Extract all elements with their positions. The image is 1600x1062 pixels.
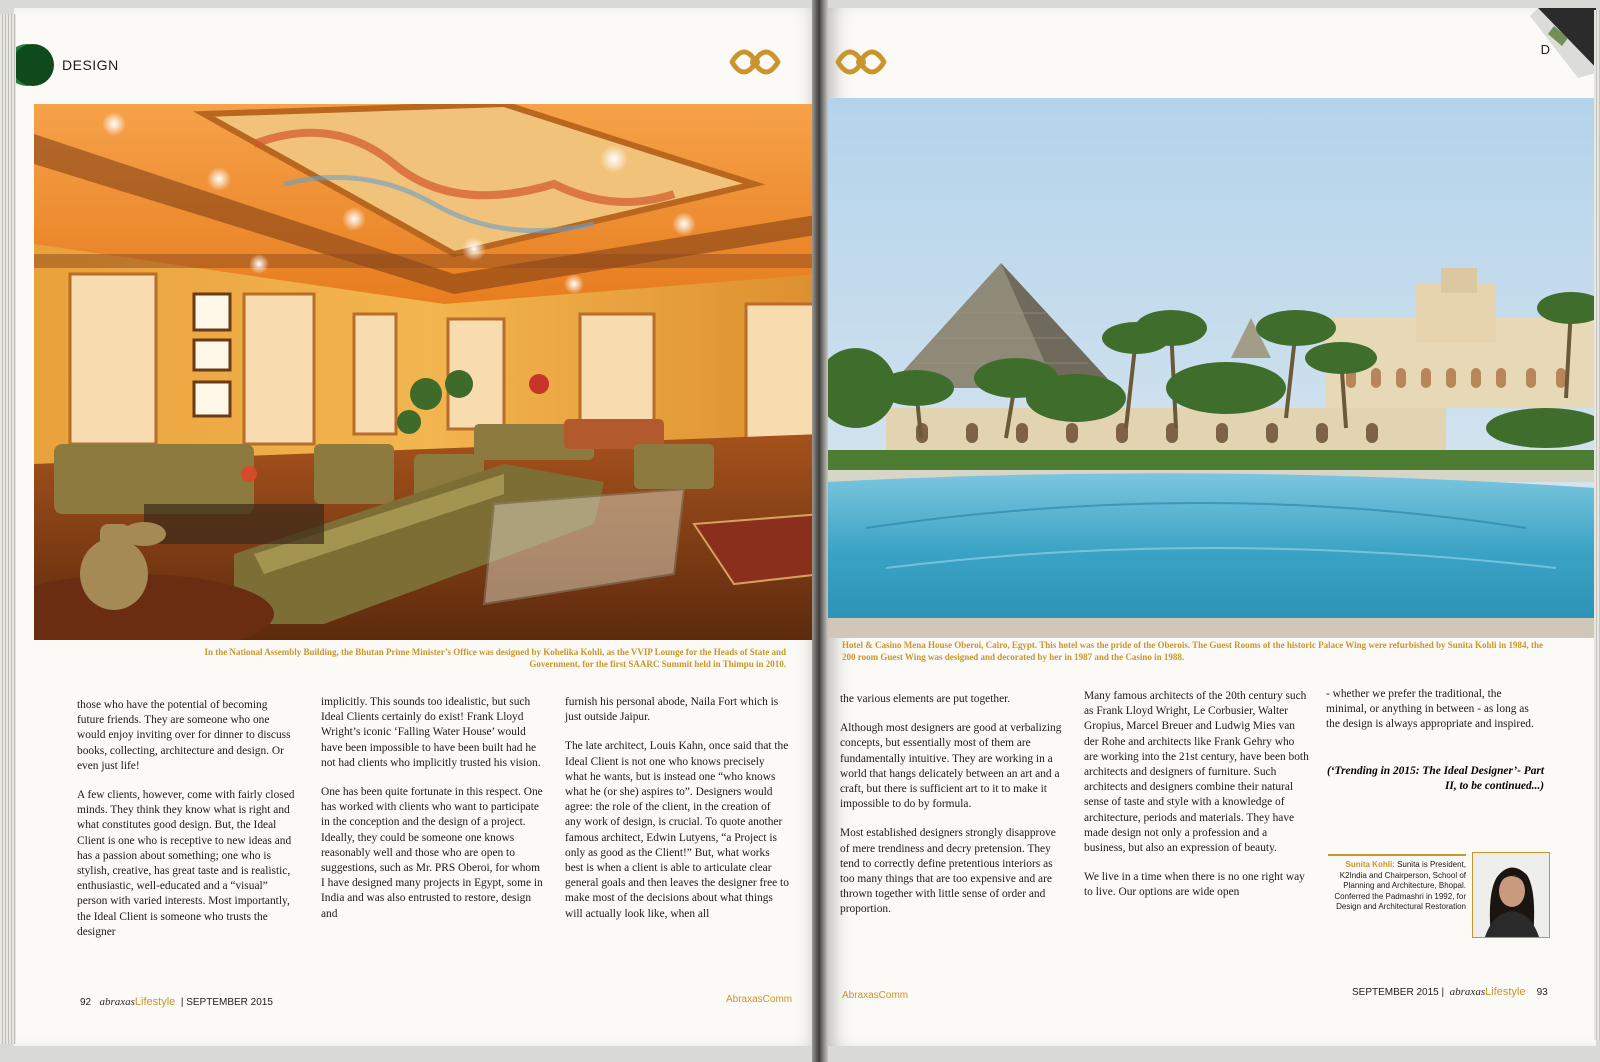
page-edges-right xyxy=(1594,10,1600,1040)
photo-caption: Hotel & Casino Mena House Oberoi, Cairo, Egypt. This hotel was the pride of the Oberois. The Guest Rooms of the historic Palace Wing were refurbished by Sunita Kohli in 1984, the 200 room Guest Wing was designed and decorated by her in 1987 and the Casino in 1988. xyxy=(842,640,1544,662)
issue-date: SEPTEMBER 2015 | xyxy=(1352,987,1445,998)
author-bio-text: Sunita is President, K2India and Chairperson, School of Planning and Architecture, Bhopal. Conferred the Padmashri in 1992, for Design and Architectural Restoration xyxy=(1334,860,1466,911)
issue-date: | SEPTEMBER 2015 xyxy=(180,997,273,1008)
text-column xyxy=(77,698,297,954)
text-column xyxy=(840,692,1062,932)
paragraph: furnish his personal abode, Naila Fort which is just outside Jaipur. xyxy=(565,696,779,724)
photo-caption: In the National Assembly Building, the Bhutan Prime Minister’s Office was designed by Kohelika Kohli, as the VVIP Lounge for the Heads of State and Government, for the first SAARC Summit held in Thimpu in 2010. xyxy=(204,647,786,669)
paragraph: Many famous architects of the 20th century such as Frank Lloyd Wright, Le Corbusier, Walter Gropius, Marcel Breuer and Ludwig Mies van der Rohe and architects like Frank Gehry who are working into the 21st century, have been both architects and designers of furniture. Such architects and designers combine their natural sense of taste and style with a knowledge of architecture, periods and materials. They have made design not only a profession and a business, but also an expression of beauty. xyxy=(1084,690,1309,855)
bio-rule xyxy=(1328,854,1466,856)
page-number: 93 xyxy=(1536,987,1548,998)
section-label: DESIGN xyxy=(62,57,119,73)
page-footer xyxy=(1352,986,1548,998)
paragraph: those who have the potential of becoming future friends. They are someone who one would enjoy inviting over for dinner to discuss books, collecting, architecture and design. Or even just life! xyxy=(77,699,291,772)
paragraph: the various elements are put together. xyxy=(840,693,1011,705)
series-note: (‘Trending in 2015: The Ideal Designer’- Part II, to be continued...) xyxy=(1326,765,1544,792)
paragraph: We live in a time when there is no one right way to live. Our options are wide open xyxy=(1084,871,1305,899)
pyramid-hotel-pool-photo xyxy=(826,98,1596,638)
right-page xyxy=(826,8,1596,1046)
page-footer xyxy=(80,996,273,1008)
abraxas-logo-icon xyxy=(726,38,784,86)
paragraph: A few clients, however, come with fairly closed minds. They think they know what is right and what constitutes good design. But, the Ideal Client is one who is receptive to new ideas and has a passion about something; one who is stylish, creative, has great taste and is realistic, enthusiastic, well-educated and a “visual” person with varied interests. Most importantly, the Ideal Client is someone who trusts the designer xyxy=(77,789,295,938)
text-column xyxy=(1084,689,1310,915)
author-bio xyxy=(1330,860,1466,913)
page-number: 92 xyxy=(80,997,92,1008)
paragraph: implicitly. This sounds too idealistic, but such Ideal Clients certainly do exist! Frank Lloyd Wright’s iconic ‘Falling Water House’ would have been impossible to have been built had he not had clients who implicitly trusted his vision. xyxy=(321,696,541,769)
page-corner-peel xyxy=(1508,8,1596,78)
paragraph: Most established designers strongly disapprove of mere trendiness and decry pretension. They tend to correctly define pretentious interiors as too many things that are too expensive and are thrown together with little sense of order and proportion. xyxy=(840,827,1056,916)
brand-logo: abraxasLifestyle xyxy=(1449,986,1526,998)
page-edges-left xyxy=(0,14,16,1044)
paragraph: The late architect, Louis Kahn, once said that the Ideal Client is not one who knows precisely what he wants, but is instead one “who knows what he (or she) aspires to”. Designers would agree: the role of the client, in the creation of any work of design, is crucial. To quote another famous architect, Edwin Lutyens, “a Project is only as good as the Client!” But, what works best is when a client is able to articulate clear general goals and then leaves the designer free to make most of the decisions about what things will actually look like, when all xyxy=(565,740,789,920)
text-column xyxy=(565,695,789,936)
left-page xyxy=(14,8,822,1046)
section-tab-marker xyxy=(14,44,54,86)
paragraph: - whether we prefer the traditional, the minimal, or anything in between - as long as the design is always appropriate and inspired. xyxy=(1326,688,1534,731)
section-label-fragment: D xyxy=(1540,42,1550,57)
brand-logo: abraxasLifestyle xyxy=(99,996,176,1008)
publisher-credit: AbraxasComm xyxy=(726,994,793,1005)
lounge-interior-photo xyxy=(34,104,822,640)
binding-gutter xyxy=(812,0,828,1062)
paragraph: Although most designers are good at verbalizing concepts, but essentially most of them are fundamentally intuitive. They are working in a world that hangs delicately between an art and a craft, but there is sufficient art to it to make it impossible to do by formula. xyxy=(840,722,1062,811)
author-portrait xyxy=(1472,852,1550,938)
paragraph: One has been quite fortunate in this respect. One has worked with clients who want to participate in the conception and the design of a project. Ideally, they could be someone one knows reasonably well and those who are open to suggestions, such as Mr. PRS Oberoi, for whom I have designed many projects in Egypt, some in India and was also entrusted to restore, design and xyxy=(321,786,543,920)
abraxas-logo-icon xyxy=(832,38,890,86)
text-column xyxy=(321,695,545,936)
text-column xyxy=(1326,687,1536,747)
author-name: Sunita Kohli: xyxy=(1345,860,1395,869)
publisher-credit: AbraxasComm xyxy=(842,990,909,1001)
